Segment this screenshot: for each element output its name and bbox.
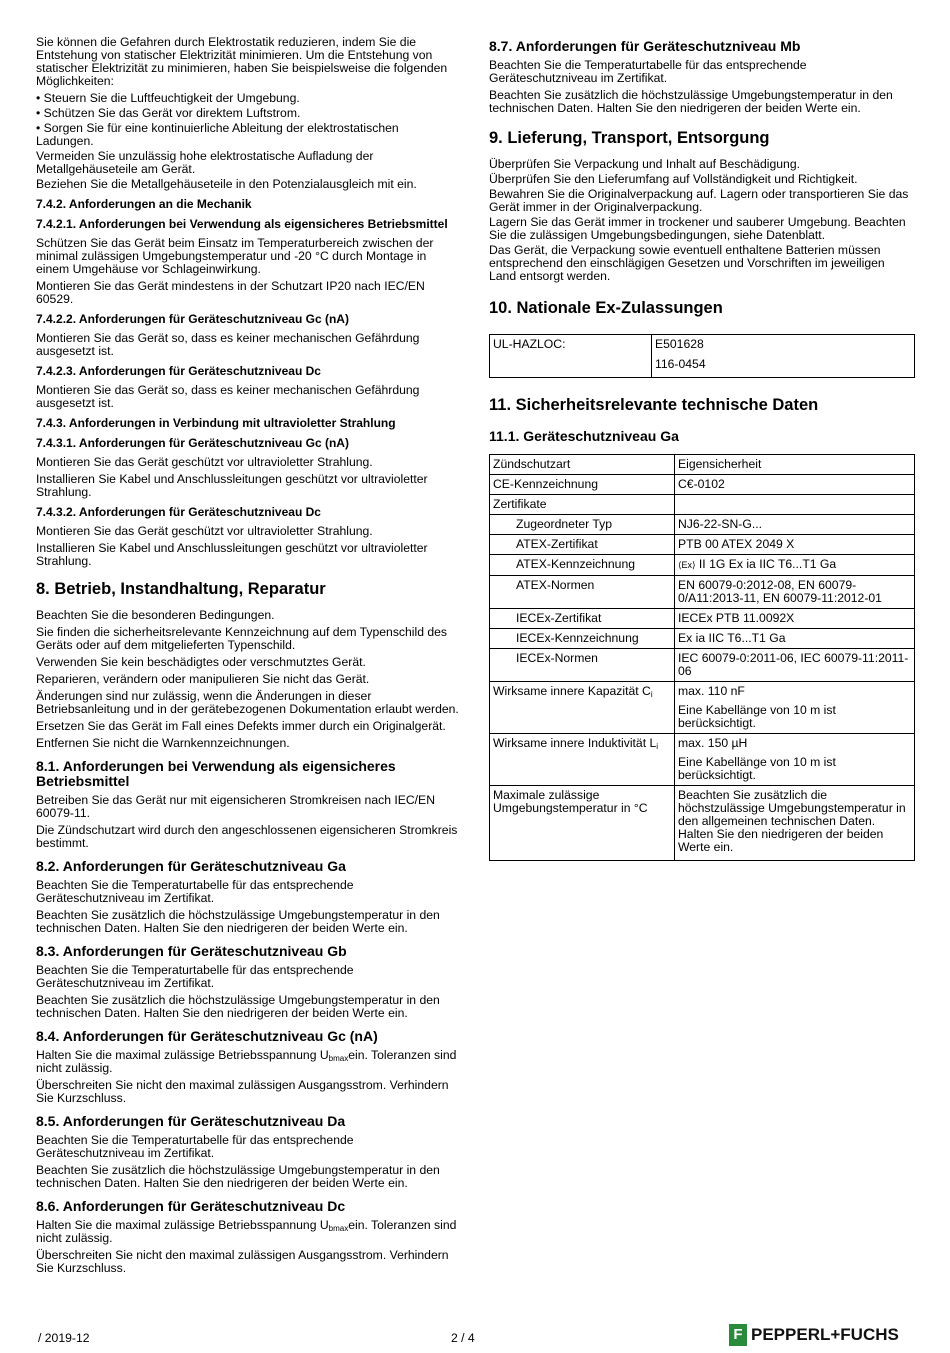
heading-11-1: 11.1. Geräteschutzniveau Ga [489,428,679,444]
subscript: bmax [328,1054,349,1063]
bullet: • Sorgen Sie für eine kontinuierliche Ableitung der elektrostatischen Ladungen. [36,121,399,148]
heading-8-1: 8.1. Anforderungen bei Verwendung als eigensicheres Betriebsmittel [36,758,396,789]
table-value: PTB 00 ATEX 2049 X [675,535,915,555]
paragraph: Vermeiden Sie unzulässig hohe elektrostatische Aufladung der Metallgehäuseteile am Gerät. [36,149,374,176]
subscript: i [656,742,659,751]
paragraph: Montieren Sie das Gerät so, dass es keiner mechanischen Gefährdung ausgesetzt ist. [36,331,420,358]
heading-7-4-2-3: 7.4.2.3. Anforderungen für Geräteschutzniveau Dc [36,364,321,378]
table-value: Beachten Sie zusätzlich die höchstzulässige Umgebungstemperatur in den allgemeinen technischen Daten. Halten Sie den niedrigeren der beiden Werte ein. [675,786,915,861]
paragraph: Die Zündschutzart wird durch den angeschlossenen eigensicheren Stromkreis bestimmt. [36,823,458,850]
table-key: Zugeordneter Typ [490,515,675,535]
paragraph: Beziehen Sie die Metallgehäuseteile in den Potenzialausgleich mit ein. [36,177,417,191]
paragraph: Überschreiten Sie nicht den maximal zulässigen Ausgangsstrom. Verhindern Sie Kurzschluss. [36,1248,449,1275]
text: Wirksame innere Induktivität L [493,736,657,750]
right-column [489,36,915,861]
table-key: CE-Kennzeichnung [490,475,675,495]
heading-8-2: 8.2. Anforderungen für Geräteschutzniveau Ga [36,858,346,874]
table-row [490,682,915,734]
table-key: IECEx-Kennzeichnung [490,629,675,649]
paragraph: Entfernen Sie nicht die Warnkennzeichnungen. [36,736,290,750]
paragraph: Bewahren Sie die Originalverpackung auf. Lagern oder transportieren Sie das Gerät immer in der Originalverpackung. [489,187,909,214]
text: Halten Sie die maximal zulässige Betriebsspannung U [36,1048,329,1062]
table-key: IECEx-Normen [490,649,675,682]
table-value: IEC 60079-0:2011-06, IEC 60079-11:2011-06 [675,649,915,682]
text: ein. Toleranzen sind nicht zulässig. [36,1048,457,1075]
paragraph: Änderungen sind nur zulässig, wenn die Änderungen in dieser Betriebsanleitung und in der gerätebezogenen Dokumentation erlaubt werden. [36,689,459,716]
paragraph: Montieren Sie das Gerät so, dass es keiner mechanischen Gefährdung ausgesetzt ist. [36,383,420,410]
heading-8-5: 8.5. Anforderungen für Geräteschutzniveau Da [36,1113,346,1129]
table-value [675,495,915,515]
table-key: IECEx-Zertifikat [490,609,675,629]
table-value [675,734,915,786]
logo-mark-icon: F [729,1324,747,1346]
heading-7-4-3: 7.4.3. Anforderungen in Verbindung mit ultravioletter Strahlung [36,416,396,430]
paragraph: Sie finden die sicherheitsrelevante Kennzeichnung auf dem Typenschild des Geräts oder auf dem mitgelieferten Typenschild. [36,625,448,652]
paragraph: Das Gerät, die Verpackung sowie eventuell enthaltene Batterien müssen entsprechend den einschlägigen Gesetzen und Vorschriften im jeweiligen Land entsorgt werden. [489,243,885,283]
table-value [675,555,915,576]
table-row [490,495,915,515]
paragraph: Beachten Sie zusätzlich die höchstzulässige Umgebungstemperatur in den technischen Daten. Halten Sie den niedrigeren der beiden Werte ein. [36,1163,440,1190]
text: Halten Sie die maximal zulässige Betriebsspannung U [36,1218,329,1232]
table-value [675,682,915,734]
text: max. 150 µH [678,736,748,750]
table-value: EN 60079-0:2012-08, EN 60079-0/A11:2013-11, EN 60079-11:2012-01 [675,576,915,609]
table-row [490,786,915,861]
heading-8: 8. Betrieb, Instandhaltung, Reparatur [36,580,326,598]
table-row [490,555,915,576]
text: Wirksame innere Kapazität C [493,684,651,698]
paragraph: Ersetzen Sie das Gerät im Fall eines Defekts immer durch ein Originalgerät. [36,719,446,733]
bullet: • Steuern Sie die Luftfeuchtigkeit der Umgebung. [36,91,300,105]
text: II 1G Ex ia IIC T6...T1 Ga [695,557,837,571]
paragraph: Montieren Sie das Gerät mindestens in der Schutzart IP20 nach IEC/EN 60529. [36,279,425,306]
paragraph: Überprüfen Sie den Lieferumfang auf Vollständigkeit und Richtigkeit. [489,172,858,186]
ex-mark-icon: ⟨Ex⟩ [678,560,696,570]
table-row [490,535,915,555]
bullet: • Schützen Sie das Gerät vor direktem Luftstrom. [36,106,301,120]
heading-7-4-2: 7.4.2. Anforderungen an die Mechanik [36,197,252,211]
paragraph: Installieren Sie Kabel und Anschlussleitungen geschützt vor ultravioletter Strahlung. [36,541,428,568]
paragraph [36,1219,459,1245]
table-value [675,475,915,495]
table-row [490,475,915,495]
table-row [490,576,915,609]
heading-11: 11. Sicherheitsrelevante technische Daten [489,396,819,414]
table-key: Zertifikate [490,495,675,515]
heading-8-3: 8.3. Anforderungen für Geräteschutzniveau Gb [36,943,347,959]
ce-mark-icon: C€ [678,477,694,491]
table-key [490,682,675,734]
paragraph: Lagern Sie das Gerät immer in trockener und sauberer Umgebung. Beachten Sie die zulässigen Umgebungsbedingungen, siehe Datenblatt. [489,215,906,242]
heading-9: 9. Lieferung, Transport, Entsorgung [489,129,770,147]
table-row [490,515,915,535]
table-value: E501628 [652,335,915,356]
table-key [490,734,675,786]
page-number: 2 / 4 [451,1331,475,1345]
text: max. 110 nF [678,684,745,698]
text: -0102 [693,477,725,491]
table-key: ATEX-Zertifikat [490,535,675,555]
text: ein. Toleranzen sind nicht zulässig. [36,1218,457,1245]
paragraph [36,1049,459,1075]
table-value: Eigensicherheit [675,455,915,475]
table-row [490,629,915,649]
table-row [490,455,915,475]
paragraph: Beachten Sie die besonderen Bedingungen. [36,608,275,622]
paragraph: Überschreiten Sie nicht den maximal zulässigen Ausgangsstrom. Verhindern Sie Kurzschluss. [36,1078,449,1105]
text: Eine Kabellänge von 10 m ist berücksichtigt. [678,755,836,782]
heading-7-4-2-1: 7.4.2.1. Anforderungen bei Verwendung als eigensicheres Betriebsmittel [36,217,448,231]
table-value: 116-0454 [652,355,915,378]
table-row [490,649,915,682]
paragraph: Überprüfen Sie Verpackung und Inhalt auf Beschädigung. [489,157,801,171]
table-row [490,609,915,629]
paragraph: Beachten Sie zusätzlich die höchstzulässige Umgebungstemperatur in den technischen Daten. Halten Sie den niedrigeren der beiden Werte ein. [36,908,440,935]
heading-8-6: 8.6. Anforderungen für Geräteschutzniveau Dc [36,1198,346,1214]
heading-7-4-2-2: 7.4.2.2. Anforderungen für Geräteschutzniveau Gc (nA) [36,312,349,326]
table-key: Maximale zulässige Umgebungstemperatur in °C [490,786,675,861]
table-row [490,734,915,786]
paragraph: Beachten Sie die Temperaturtabelle für das entsprechende Geräteschutzniveau im Zertifikat. [36,878,354,905]
table-value: IECEx PTB 11.0092X [675,609,915,629]
paragraph: Verwenden Sie kein beschädigtes oder verschmutztes Gerät. [36,655,366,669]
table-key: ATEX-Kennzeichnung [490,555,675,576]
table-key: UL-HAZLOC: [490,335,652,378]
paragraph: Beachten Sie die Temperaturtabelle für das entsprechende Geräteschutzniveau im Zertifikat. [489,58,807,85]
logo-text: PEPPERL+FUCHS [751,1325,899,1344]
table-value: Ex ia IIC T6...T1 Ga [675,629,915,649]
paragraph: Beachten Sie die Temperaturtabelle für das entsprechende Geräteschutzniveau im Zertifikat. [36,963,354,990]
table-value: NJ6-22-SN-G... [675,515,915,535]
table-key: Zündschutzart [490,455,675,475]
paragraph: Beachten Sie die Temperaturtabelle für das entsprechende Geräteschutzniveau im Zertifikat. [36,1133,354,1160]
brand-logo [729,1324,899,1346]
technical-data-table [489,454,915,861]
footer-date: / 2019-12 [38,1331,90,1345]
subscript: i [650,690,653,699]
paragraph: Montieren Sie das Gerät geschützt vor ultravioletter Strahlung. [36,524,373,538]
heading-10: 10. Nationale Ex-Zulassungen [489,299,723,317]
paragraph: Installieren Sie Kabel und Anschlussleitungen geschützt vor ultravioletter Strahlung. [36,472,428,499]
paragraph: Montieren Sie das Gerät geschützt vor ultravioletter Strahlung. [36,455,373,469]
table-key: ATEX-Normen [490,576,675,609]
heading-7-4-3-1: 7.4.3.1. Anforderungen für Geräteschutzniveau Gc (nA) [36,436,349,450]
heading-8-7: 8.7. Anforderungen für Geräteschutzniveau Mb [489,38,801,54]
paragraph: Reparieren, verändern oder manipulieren Sie nicht das Gerät. [36,672,370,686]
table-row [490,335,915,356]
approvals-table [489,334,915,378]
paragraph: Beachten Sie zusätzlich die höchstzulässige Umgebungstemperatur in den technischen Daten. Halten Sie den niedrigeren der beiden Werte ein. [489,88,893,115]
paragraph: Schützen Sie das Gerät beim Einsatz im Temperaturbereich zwischen der minimal zulässigen Umgebungstemperatur und -20 °C durch Montage in einem Umgehäuse vor Schlageinwirkung. [36,236,434,276]
paragraph: Sie können die Gefahren durch Elektrostatik reduzieren, indem Sie die Entstehung von statischer Elektrizität minimieren. Um die Entstehung von statischer Elektrizität zu minimieren, haben Sie beispielsweise die folgenden Möglichkeiten: [36,35,448,88]
left-column [36,36,459,1279]
paragraph: Beachten Sie zusätzlich die höchstzulässige Umgebungstemperatur in den technischen Daten. Halten Sie den niedrigeren der beiden Werte ein. [36,993,440,1020]
heading-8-4: 8.4. Anforderungen für Geräteschutzniveau Gc (nA) [36,1028,378,1044]
subscript: bmax [328,1224,349,1233]
paragraph: Betreiben Sie das Gerät nur mit eigensicheren Stromkreisen nach IEC/EN 60079-11. [36,793,435,820]
text: Eine Kabellänge von 10 m ist berücksichtigt. [678,703,836,730]
heading-7-4-3-2: 7.4.3.2. Anforderungen für Geräteschutzniveau Dc [36,505,321,519]
